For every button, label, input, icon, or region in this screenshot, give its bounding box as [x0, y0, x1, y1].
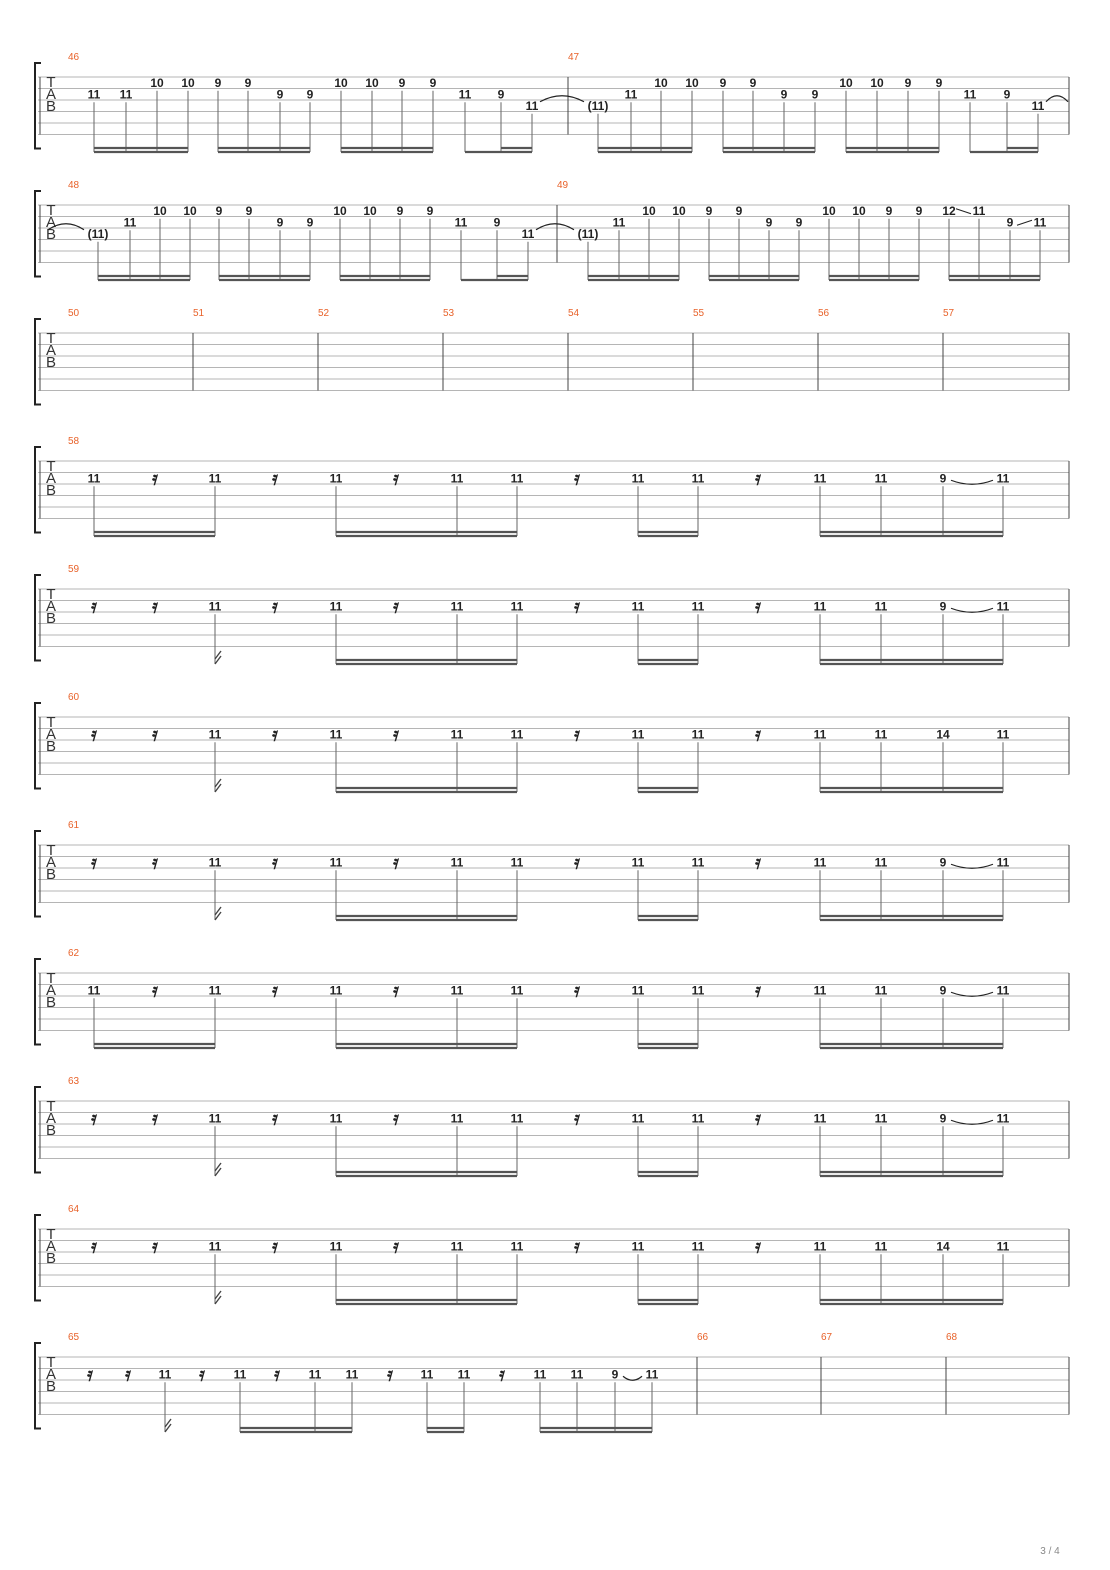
sixteenth-rest: 𝄿: [272, 723, 278, 746]
tab-clef-letter: A: [45, 214, 57, 231]
fret-number: 9: [939, 983, 947, 998]
tab-clef-letter: T: [46, 458, 56, 475]
tab-clef-letter: B: [45, 994, 57, 1011]
measure-number: 50: [68, 308, 80, 319]
fret-number: 9: [215, 203, 223, 218]
fret-number: 9: [765, 215, 773, 230]
tie: [536, 224, 574, 230]
fret-number: 11: [208, 983, 222, 998]
fret-number: 11: [329, 1111, 343, 1126]
fret-number: 11: [631, 1111, 645, 1126]
fret-number: 9: [497, 87, 505, 102]
fret-number: 10: [852, 203, 866, 218]
fret-number: 11: [208, 855, 222, 870]
sixteenth-rest: 𝄿: [574, 979, 580, 1002]
measure-number: 59: [68, 564, 80, 575]
fret-number: 9: [398, 75, 406, 90]
measure-number: 68: [946, 1332, 958, 1343]
measure-number: 49: [557, 180, 569, 191]
fret-number: 11: [510, 727, 524, 742]
measure-number: 64: [68, 1204, 80, 1215]
sixteenth-rest: 𝄿: [91, 595, 97, 618]
sixteenth-rest: 𝄿: [272, 851, 278, 874]
fret-number: 11: [631, 727, 645, 742]
fret-number: 11: [996, 855, 1010, 870]
fret-number: 9: [1003, 87, 1011, 102]
fret-number: 11: [450, 1239, 464, 1254]
fret-number: 11: [996, 1239, 1010, 1254]
sixteenth-rest: 𝄿: [393, 467, 399, 490]
fret-number: 11: [521, 226, 535, 241]
fret-number: 10: [181, 75, 195, 90]
fret-number: 9: [429, 75, 437, 90]
fret-number: 10: [822, 203, 836, 218]
fret-number: 9: [276, 215, 284, 230]
fret-number: 11: [570, 1367, 584, 1382]
fret-number: 11: [123, 215, 137, 230]
fret-number: 11: [510, 599, 524, 614]
fret-number: 10: [365, 75, 379, 90]
fret-number: 10: [870, 75, 884, 90]
fret-number: 9: [306, 87, 314, 102]
sixteenth-rest: 𝄿: [91, 851, 97, 874]
fret-number: 11: [645, 1367, 659, 1382]
fret-number: 11: [510, 1239, 524, 1254]
fret-number: 11: [691, 855, 705, 870]
measure-number: 67: [821, 1332, 833, 1343]
fret-number: 11: [119, 87, 133, 102]
fret-number: 9: [749, 75, 757, 90]
fret-number: 11: [631, 1239, 645, 1254]
tab-clef-letter: A: [45, 1110, 57, 1127]
tab-system: [35, 180, 1069, 280]
fret-number: 9: [904, 75, 912, 90]
slide-mark: [956, 209, 971, 214]
sixteenth-rest: 𝄿: [387, 1363, 393, 1386]
fret-number: 11: [972, 203, 986, 218]
fret-number: 11: [510, 471, 524, 486]
tab-system: [35, 1076, 1069, 1176]
fret-number: 11: [208, 1111, 222, 1126]
sixteenth-rest: 𝄿: [152, 595, 158, 618]
measure-number: 61: [68, 820, 80, 831]
fret-number: 11: [510, 855, 524, 870]
tab-clef-letter: T: [46, 714, 56, 731]
fret-number: 11: [510, 1111, 524, 1126]
sixteenth-rest: 𝄿: [272, 979, 278, 1002]
note-flag: [215, 1291, 221, 1304]
fret-number: 11: [813, 855, 827, 870]
tab-clef-letter: A: [45, 598, 57, 615]
fret-number: 10: [150, 75, 164, 90]
fret-number: 11: [329, 1239, 343, 1254]
fret-number: 11: [158, 1367, 172, 1382]
measure-number: 53: [443, 308, 455, 319]
fret-number: 11: [233, 1367, 247, 1382]
fret-number: 11: [996, 471, 1010, 486]
fret-number: 11: [631, 855, 645, 870]
sixteenth-rest: 𝄿: [393, 1235, 399, 1258]
fret-number: 11: [813, 1111, 827, 1126]
sixteenth-rest: 𝄿: [393, 1107, 399, 1130]
fret-number: 11: [525, 98, 539, 113]
fret-number: 11: [329, 727, 343, 742]
sixteenth-rest: 𝄿: [393, 723, 399, 746]
fret-number: 10: [839, 75, 853, 90]
fret-number: 9: [493, 215, 501, 230]
fret-number: 11: [691, 727, 705, 742]
fret-number: 11: [457, 1367, 471, 1382]
fret-number: 11: [450, 599, 464, 614]
fret-number: 9: [811, 87, 819, 102]
fret-number: 9: [719, 75, 727, 90]
fret-number: 9: [885, 203, 893, 218]
sixteenth-rest: 𝄿: [755, 1107, 761, 1130]
fret-number: 9: [214, 75, 222, 90]
tab-clef-letter: B: [45, 738, 57, 755]
tab-system: [35, 52, 1069, 152]
fret-number: 10: [685, 75, 699, 90]
tab-clef-letter: A: [45, 1238, 57, 1255]
fret-number: (11): [87, 226, 109, 241]
fret-number: 9: [795, 215, 803, 230]
tab-clef-letter: A: [45, 342, 57, 359]
fret-number: 11: [996, 599, 1010, 614]
fret-number: 9: [939, 1111, 947, 1126]
page-number: 3 / 4: [1040, 1546, 1060, 1557]
sixteenth-rest: 𝄿: [393, 595, 399, 618]
slide-mark: [1017, 220, 1032, 225]
sixteenth-rest: 𝄿: [152, 723, 158, 746]
fret-number: 9: [306, 215, 314, 230]
fret-number: 11: [450, 727, 464, 742]
sixteenth-rest: 𝄿: [755, 595, 761, 618]
tie: [540, 96, 584, 102]
fret-number: 11: [208, 599, 222, 614]
fret-number: 10: [333, 203, 347, 218]
fret-number: 11: [87, 471, 101, 486]
tab-clef-letter: B: [45, 610, 57, 627]
sixteenth-rest: 𝄿: [393, 979, 399, 1002]
sixteenth-rest: 𝄿: [91, 1107, 97, 1130]
sixteenth-rest: 𝄿: [152, 1107, 158, 1130]
fret-number: 10: [672, 203, 686, 218]
tab-system: [35, 1332, 1069, 1432]
fret-number: 11: [1031, 98, 1045, 113]
fret-number: 9: [935, 75, 943, 90]
sixteenth-rest: 𝄿: [574, 467, 580, 490]
tab-clef-letter: A: [45, 854, 57, 871]
fret-number: 11: [996, 983, 1010, 998]
note-flag: [215, 1163, 221, 1176]
measure-number: 62: [68, 948, 80, 959]
fret-number: 11: [510, 983, 524, 998]
fret-number: 11: [454, 215, 468, 230]
sixteenth-rest: 𝄿: [87, 1363, 93, 1386]
fret-number: 9: [705, 203, 713, 218]
fret-number: 14: [936, 1239, 950, 1254]
fret-number: 11: [874, 1111, 888, 1126]
tab-clef-letter: T: [46, 1098, 56, 1115]
tab-system: [35, 436, 1069, 536]
fret-number: 11: [420, 1367, 434, 1382]
sixteenth-rest: 𝄿: [755, 1235, 761, 1258]
note-flag: [165, 1419, 171, 1432]
measure-number: 46: [68, 52, 80, 63]
measure-number: 63: [68, 1076, 80, 1087]
fret-number: 11: [691, 471, 705, 486]
tab-clef-letter: A: [45, 1366, 57, 1383]
fret-number: 14: [936, 727, 950, 742]
fret-number: 11: [996, 727, 1010, 742]
measure-number: 60: [68, 692, 80, 703]
sixteenth-rest: 𝄿: [574, 595, 580, 618]
fret-number: 11: [329, 599, 343, 614]
measure-number: 48: [68, 180, 80, 191]
fret-number: 11: [813, 471, 827, 486]
tab-system: [35, 308, 1069, 405]
fret-number: 11: [813, 727, 827, 742]
tab-clef-letter: B: [45, 98, 57, 115]
tab-clef-letter: B: [45, 482, 57, 499]
fret-number: 11: [813, 1239, 827, 1254]
fret-number: 11: [963, 87, 977, 102]
fret-number: 11: [329, 983, 343, 998]
tab-clef-letter: B: [45, 1250, 57, 1267]
fret-number: 11: [874, 983, 888, 998]
sixteenth-rest: 𝄿: [755, 723, 761, 746]
fret-number: 11: [612, 215, 626, 230]
fret-number: 9: [245, 203, 253, 218]
tab-clef-letter: B: [45, 226, 57, 243]
fret-number: 11: [450, 983, 464, 998]
fret-number: 11: [458, 87, 472, 102]
sixteenth-rest: 𝄿: [574, 851, 580, 874]
fret-number: 11: [874, 727, 888, 742]
fret-number: 9: [735, 203, 743, 218]
tab-clef-letter: T: [46, 586, 56, 603]
fret-number: 11: [208, 471, 222, 486]
tie: [1046, 96, 1068, 102]
measure-number: 55: [693, 308, 705, 319]
sixteenth-rest: 𝄿: [574, 723, 580, 746]
fret-number: 10: [183, 203, 197, 218]
measure-number: 58: [68, 436, 80, 447]
fret-number: 9: [1006, 215, 1014, 230]
note-flag: [215, 779, 221, 792]
fret-number: 9: [396, 203, 404, 218]
tab-clef-letter: T: [46, 1226, 56, 1243]
tab-clef-letter: T: [46, 74, 56, 91]
sixteenth-rest: 𝄿: [393, 851, 399, 874]
fret-number: 9: [939, 471, 947, 486]
tab-clef-letter: T: [46, 1354, 56, 1371]
note-flag: [215, 907, 221, 920]
fret-number: 11: [631, 471, 645, 486]
fret-number: 11: [996, 1111, 1010, 1126]
tab-clef-letter: B: [45, 866, 57, 883]
fret-number: 11: [329, 471, 343, 486]
sixteenth-rest: 𝄿: [755, 467, 761, 490]
fret-number: 11: [813, 983, 827, 998]
measure-number: 47: [568, 52, 580, 63]
measure-number: 56: [818, 308, 830, 319]
fret-number: 9: [915, 203, 923, 218]
tab-clef-letter: A: [45, 726, 57, 743]
tab-clef-letter: A: [45, 470, 57, 487]
fret-number: 10: [654, 75, 668, 90]
fret-number: 10: [153, 203, 167, 218]
tab-clef-letter: B: [45, 1378, 57, 1395]
fret-number: 9: [939, 599, 947, 614]
fret-number: 11: [208, 727, 222, 742]
fret-number: (11): [587, 98, 609, 113]
fret-number: 11: [691, 983, 705, 998]
fret-number: 10: [363, 203, 377, 218]
sixteenth-rest: 𝄿: [574, 1235, 580, 1258]
fret-number: 11: [208, 1239, 222, 1254]
fret-number: 9: [780, 87, 788, 102]
note-flag: [215, 651, 221, 664]
fret-number: 11: [329, 855, 343, 870]
sixteenth-rest: 𝄿: [125, 1363, 131, 1386]
fret-number: 11: [874, 1239, 888, 1254]
sixteenth-rest: 𝄿: [499, 1363, 505, 1386]
fret-number: 11: [813, 599, 827, 614]
sixteenth-rest: 𝄿: [152, 467, 158, 490]
fret-number: 11: [874, 471, 888, 486]
tab-clef-letter: B: [45, 354, 57, 371]
fret-number: 11: [691, 599, 705, 614]
fret-number: 10: [334, 75, 348, 90]
fret-number: 9: [244, 75, 252, 90]
fret-number: 11: [450, 471, 464, 486]
fret-number: 9: [611, 1367, 619, 1382]
fret-number: 11: [691, 1111, 705, 1126]
fret-number: 11: [533, 1367, 547, 1382]
fret-number: 11: [631, 599, 645, 614]
tab-system: [35, 948, 1069, 1048]
sixteenth-rest: 𝄿: [199, 1363, 205, 1386]
fret-number: (11): [577, 226, 599, 241]
sixteenth-rest: 𝄿: [272, 467, 278, 490]
tab-clef-letter: A: [45, 86, 57, 103]
sixteenth-rest: 𝄿: [91, 723, 97, 746]
sixteenth-rest: 𝄿: [272, 1107, 278, 1130]
sixteenth-rest: 𝄿: [152, 979, 158, 1002]
measure-number: 66: [697, 1332, 709, 1343]
sixteenth-rest: 𝄿: [755, 979, 761, 1002]
fret-number: 11: [874, 599, 888, 614]
tab-system: [35, 820, 1069, 920]
tab-clef-letter: B: [45, 1122, 57, 1139]
tab-clef-letter: T: [46, 330, 56, 347]
sixteenth-rest: 𝄿: [755, 851, 761, 874]
fret-number: 11: [87, 983, 101, 998]
fret-number: 11: [87, 87, 101, 102]
tab-clef-letter: T: [46, 202, 56, 219]
fret-number: 9: [426, 203, 434, 218]
measure-number: 52: [318, 308, 330, 319]
sixteenth-rest: 𝄿: [274, 1363, 280, 1386]
tab-clef-letter: A: [45, 982, 57, 999]
fret-number: 9: [276, 87, 284, 102]
measure-number: 65: [68, 1332, 80, 1343]
tab-system: [35, 1204, 1069, 1304]
fret-number: 11: [691, 1239, 705, 1254]
fret-number: 10: [642, 203, 656, 218]
sixteenth-rest: 𝄿: [574, 1107, 580, 1130]
sixteenth-rest: 𝄿: [272, 1235, 278, 1258]
fret-number: 11: [874, 855, 888, 870]
measure-number: 57: [943, 308, 955, 319]
sixteenth-rest: 𝄿: [152, 1235, 158, 1258]
fret-number: 11: [450, 1111, 464, 1126]
tab-clef-letter: T: [46, 842, 56, 859]
tab-system: [35, 692, 1069, 792]
measure-number: 51: [193, 308, 205, 319]
measure-number: 54: [568, 308, 580, 319]
fret-number: 11: [345, 1367, 359, 1382]
fret-number: 11: [1033, 215, 1047, 230]
tab-clef-letter: T: [46, 970, 56, 987]
fret-number: 11: [624, 87, 638, 102]
sixteenth-rest: 𝄿: [152, 851, 158, 874]
fret-number: 12: [942, 203, 956, 218]
fret-number: 11: [631, 983, 645, 998]
sixteenth-rest: 𝄿: [272, 595, 278, 618]
sixteenth-rest: 𝄿: [91, 1235, 97, 1258]
tab-system: [35, 564, 1069, 664]
fret-number: 11: [450, 855, 464, 870]
fret-number: 9: [939, 855, 947, 870]
fret-number: 11: [308, 1367, 322, 1382]
